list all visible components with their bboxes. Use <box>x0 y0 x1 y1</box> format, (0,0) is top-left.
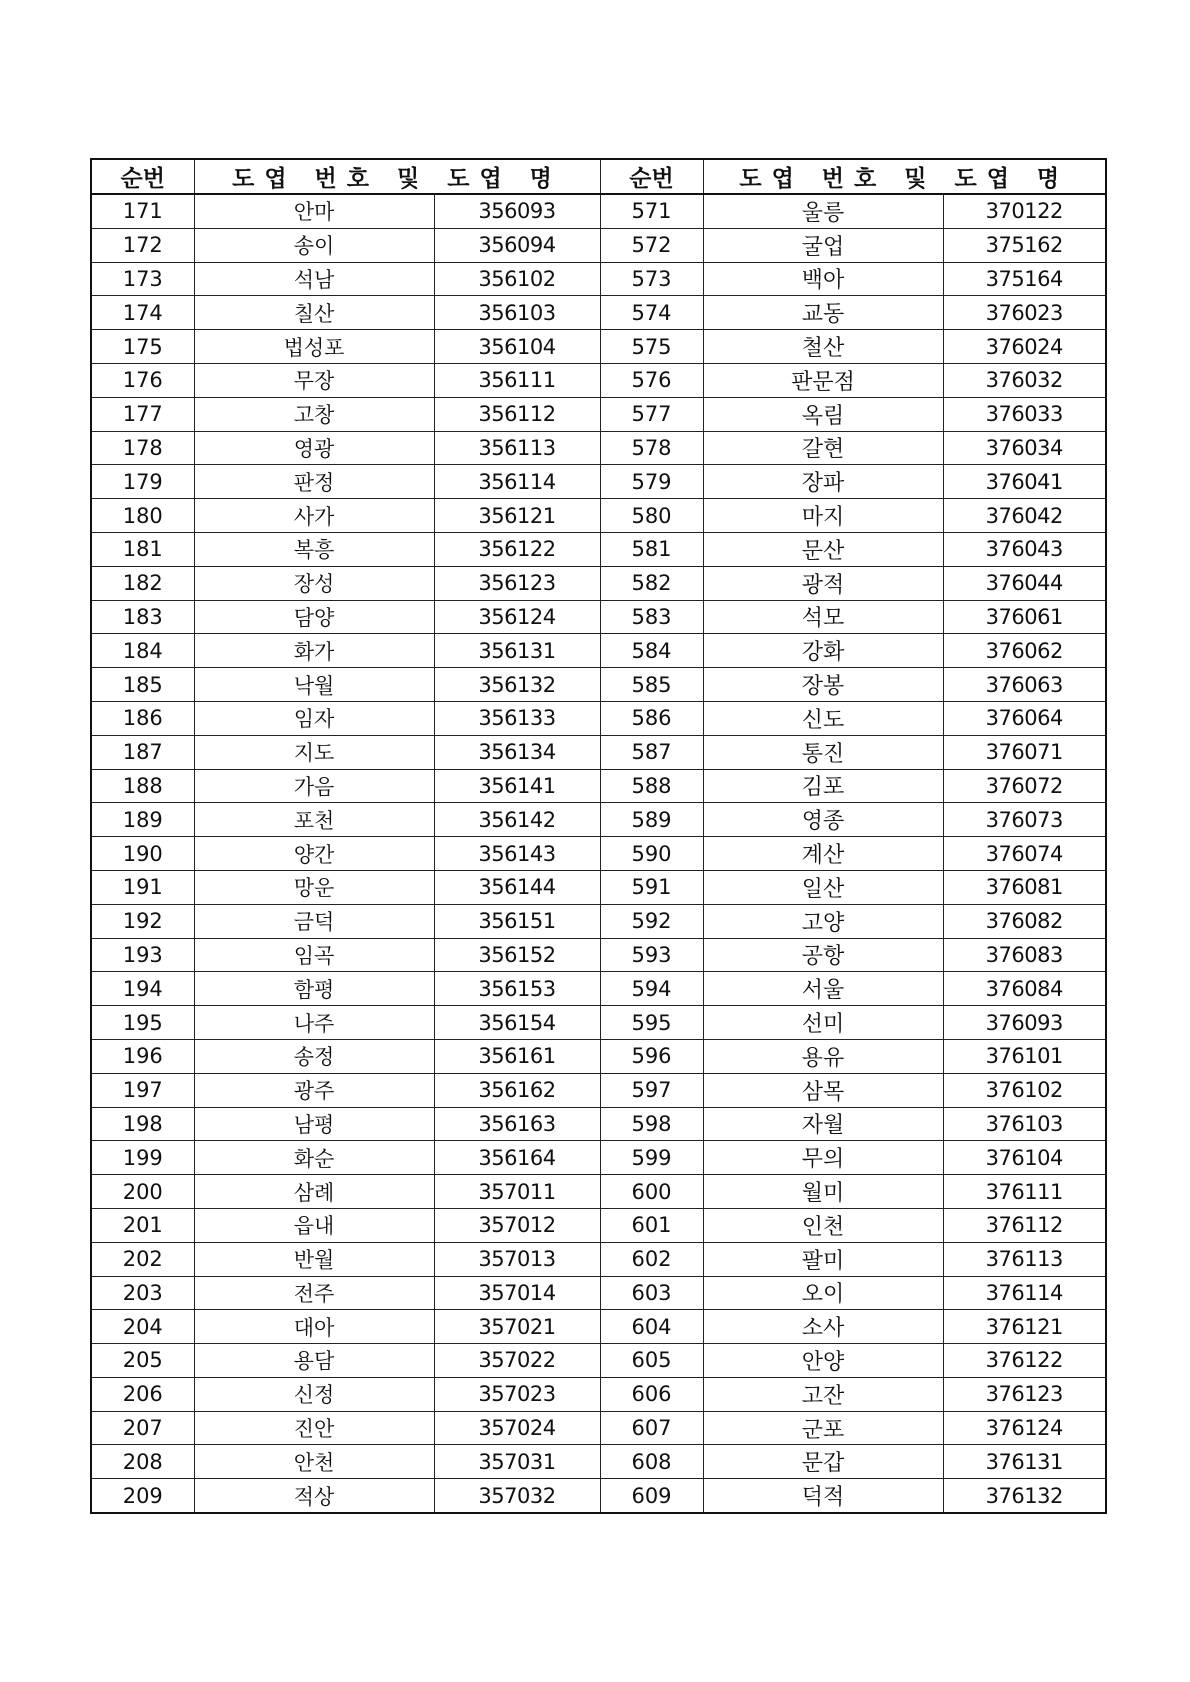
sheet-name-left: 칠산 <box>194 296 434 330</box>
sheet-code-right: 376044 <box>943 566 1106 600</box>
sheet-name-right: 고양 <box>703 904 943 938</box>
sheet-name-left: 함평 <box>194 972 434 1006</box>
seq-left: 197 <box>91 1073 194 1107</box>
sheet-code-left: 357011 <box>434 1175 600 1209</box>
sheet-name-left: 낙월 <box>194 668 434 702</box>
sheet-code-right: 376034 <box>943 431 1106 465</box>
sheet-name-right: 오이 <box>703 1276 943 1310</box>
sheet-name-right: 서울 <box>703 972 943 1006</box>
sheet-code-left: 356153 <box>434 972 600 1006</box>
seq-left: 200 <box>91 1175 194 1209</box>
sheet-name-right: 통진 <box>703 735 943 769</box>
sheet-name-right: 안양 <box>703 1344 943 1378</box>
table-row <box>91 938 1106 972</box>
sheet-code-right: 376104 <box>943 1141 1106 1175</box>
sheet-code-right: 376061 <box>943 600 1106 634</box>
sheet-code-left: 356104 <box>434 330 600 364</box>
seq-left: 173 <box>91 262 194 296</box>
table-row <box>91 668 1106 702</box>
sheet-name-right: 판문점 <box>703 363 943 397</box>
sheet-code-right: 376083 <box>943 938 1106 972</box>
table-row <box>91 1479 1106 1513</box>
sheet-name-left: 전주 <box>194 1276 434 1310</box>
seq-left: 177 <box>91 397 194 431</box>
seq-left: 207 <box>91 1411 194 1445</box>
seq-left: 188 <box>91 769 194 803</box>
sheet-code-right: 375162 <box>943 228 1106 262</box>
table-row <box>91 1276 1106 1310</box>
sheet-code-right: 376093 <box>943 1006 1106 1040</box>
sheet-name-left: 포천 <box>194 803 434 837</box>
sheet-code-left: 356141 <box>434 769 600 803</box>
table-row <box>91 1006 1106 1040</box>
sheet-code-left: 356112 <box>434 397 600 431</box>
sheet-code-right: 376132 <box>943 1479 1106 1513</box>
sheet-name-left: 삼례 <box>194 1175 434 1209</box>
sheet-name-left: 반월 <box>194 1242 434 1276</box>
seq-left: 190 <box>91 837 194 871</box>
sheet-code-left: 356133 <box>434 701 600 735</box>
sheet-code-left: 356162 <box>434 1073 600 1107</box>
table-row <box>91 837 1106 871</box>
sheet-code-right: 376081 <box>943 870 1106 904</box>
sheet-name-right: 굴업 <box>703 228 943 262</box>
seq-right: 578 <box>600 431 703 465</box>
table-row <box>91 1208 1106 1242</box>
seq-right: 582 <box>600 566 703 600</box>
table-row <box>91 1039 1106 1073</box>
table-row <box>91 499 1106 533</box>
seq-right: 588 <box>600 769 703 803</box>
table-row <box>91 1344 1106 1378</box>
sheet-name-right: 소사 <box>703 1310 943 1344</box>
sheet-name-left: 화순 <box>194 1141 434 1175</box>
sheet-code-right: 376112 <box>943 1208 1106 1242</box>
sheet-code-right: 376101 <box>943 1039 1106 1073</box>
sheet-code-right: 376024 <box>943 330 1106 364</box>
sheet-code-right: 376114 <box>943 1276 1106 1310</box>
sheet-code-left: 356111 <box>434 363 600 397</box>
seq-left: 182 <box>91 566 194 600</box>
table-row <box>91 735 1106 769</box>
seq-right: 609 <box>600 1479 703 1513</box>
sheet-code-left: 356132 <box>434 668 600 702</box>
seq-left: 208 <box>91 1445 194 1479</box>
table-row <box>91 228 1106 262</box>
sheet-name-right: 문산 <box>703 532 943 566</box>
seq-left: 194 <box>91 972 194 1006</box>
seq-left: 180 <box>91 499 194 533</box>
sheet-code-left: 356124 <box>434 600 600 634</box>
sheet-name-right: 공항 <box>703 938 943 972</box>
table-row <box>91 803 1106 837</box>
seq-left: 192 <box>91 904 194 938</box>
seq-left: 198 <box>91 1107 194 1141</box>
sheet-code-right: 376073 <box>943 803 1106 837</box>
seq-right: 586 <box>600 701 703 735</box>
table-row <box>91 296 1106 330</box>
seq-right: 577 <box>600 397 703 431</box>
sheet-name-right: 백아 <box>703 262 943 296</box>
sheet-name-right: 삼목 <box>703 1073 943 1107</box>
sheet-code-right: 376023 <box>943 296 1106 330</box>
sheet-name-right: 옥림 <box>703 397 943 431</box>
sheet-code-left: 356163 <box>434 1107 600 1141</box>
table-row <box>91 194 1106 228</box>
seq-left: 181 <box>91 532 194 566</box>
sheet-name-left: 판정 <box>194 465 434 499</box>
sheet-name-left: 나주 <box>194 1006 434 1040</box>
sheet-name-left: 용담 <box>194 1344 434 1378</box>
seq-right: 585 <box>600 668 703 702</box>
sheet-code-right: 376071 <box>943 735 1106 769</box>
seq-left: 206 <box>91 1377 194 1411</box>
sheet-code-right: 376111 <box>943 1175 1106 1209</box>
seq-right: 597 <box>600 1073 703 1107</box>
sheet-code-left: 356094 <box>434 228 600 262</box>
sheet-name-right: 장봉 <box>703 668 943 702</box>
sheet-name-right: 광적 <box>703 566 943 600</box>
sheet-code-right: 376121 <box>943 1310 1106 1344</box>
seq-right: 598 <box>600 1107 703 1141</box>
sheet-code-left: 357031 <box>434 1445 600 1479</box>
seq-left: 176 <box>91 363 194 397</box>
seq-header-left: 순번 <box>91 159 194 194</box>
table-row <box>91 1175 1106 1209</box>
seq-left: 193 <box>91 938 194 972</box>
seq-left: 189 <box>91 803 194 837</box>
sheet-code-right: 376122 <box>943 1344 1106 1378</box>
seq-left: 185 <box>91 668 194 702</box>
seq-left: 172 <box>91 228 194 262</box>
seq-right: 573 <box>600 262 703 296</box>
sheet-code-left: 356143 <box>434 837 600 871</box>
table-row <box>91 431 1106 465</box>
seq-right: 602 <box>600 1242 703 1276</box>
table-row <box>91 330 1106 364</box>
table-row <box>91 1073 1106 1107</box>
table-row <box>91 904 1106 938</box>
sheet-name-right: 강화 <box>703 634 943 668</box>
seq-left: 205 <box>91 1344 194 1378</box>
table-row <box>91 566 1106 600</box>
seq-right: 595 <box>600 1006 703 1040</box>
sheet-code-left: 357022 <box>434 1344 600 1378</box>
table-row <box>91 1377 1106 1411</box>
seq-right: 607 <box>600 1411 703 1445</box>
table-row <box>91 1141 1106 1175</box>
sheet-code-right: 376131 <box>943 1445 1106 1479</box>
sheet-name-left: 망운 <box>194 870 434 904</box>
table-row <box>91 363 1106 397</box>
sheet-name-left: 화가 <box>194 634 434 668</box>
seq-right: 591 <box>600 870 703 904</box>
sheet-code-right: 376072 <box>943 769 1106 803</box>
sheet-code-left: 357021 <box>434 1310 600 1344</box>
sheet-name-left: 읍내 <box>194 1208 434 1242</box>
seq-right: 600 <box>600 1175 703 1209</box>
seq-right: 587 <box>600 735 703 769</box>
seq-right: 581 <box>600 532 703 566</box>
sheet-name-left: 진안 <box>194 1411 434 1445</box>
sheet-title-header-right: 도엽 번호 및 도엽 명 <box>703 159 1106 194</box>
sheet-code-left: 356134 <box>434 735 600 769</box>
sheet-name-left: 임곡 <box>194 938 434 972</box>
sheet-code-left: 356102 <box>434 262 600 296</box>
seq-right: 584 <box>600 634 703 668</box>
sheet-code-right: 370122 <box>943 194 1106 228</box>
sheet-name-left: 가음 <box>194 769 434 803</box>
sheet-name-right: 용유 <box>703 1039 943 1073</box>
sheet-code-right: 376103 <box>943 1107 1106 1141</box>
sheet-name-right: 선미 <box>703 1006 943 1040</box>
sheet-name-left: 안마 <box>194 194 434 228</box>
seq-left: 183 <box>91 600 194 634</box>
seq-left: 186 <box>91 701 194 735</box>
seq-right: 608 <box>600 1445 703 1479</box>
sheet-code-left: 356154 <box>434 1006 600 1040</box>
sheet-code-right: 376123 <box>943 1377 1106 1411</box>
table-row <box>91 1107 1106 1141</box>
sheet-name-left: 금덕 <box>194 904 434 938</box>
seq-right: 580 <box>600 499 703 533</box>
sheet-name-left: 영광 <box>194 431 434 465</box>
sheet-code-right: 376084 <box>943 972 1106 1006</box>
sheet-name-left: 송정 <box>194 1039 434 1073</box>
sheet-name-left: 담양 <box>194 600 434 634</box>
sheet-name-left: 무장 <box>194 363 434 397</box>
sheet-name-left: 지도 <box>194 735 434 769</box>
seq-left: 184 <box>91 634 194 668</box>
seq-right: 593 <box>600 938 703 972</box>
seq-left: 201 <box>91 1208 194 1242</box>
table-row <box>91 769 1106 803</box>
sheet-code-right: 376102 <box>943 1073 1106 1107</box>
seq-left: 195 <box>91 1006 194 1040</box>
table-row <box>91 634 1106 668</box>
map-sheet-table <box>90 158 1107 1514</box>
seq-right: 604 <box>600 1310 703 1344</box>
sheet-code-right: 376033 <box>943 397 1106 431</box>
sheet-name-right: 철산 <box>703 330 943 364</box>
sheet-code-right: 375164 <box>943 262 1106 296</box>
sheet-code-left: 357012 <box>434 1208 600 1242</box>
seq-header-right: 순번 <box>600 159 703 194</box>
sheet-code-left: 356144 <box>434 870 600 904</box>
sheet-name-right: 문갑 <box>703 1445 943 1479</box>
seq-right: 590 <box>600 837 703 871</box>
sheet-code-right: 376043 <box>943 532 1106 566</box>
sheet-code-right: 376041 <box>943 465 1106 499</box>
seq-left: 191 <box>91 870 194 904</box>
sheet-name-right: 무의 <box>703 1141 943 1175</box>
sheet-code-left: 356151 <box>434 904 600 938</box>
seq-right: 583 <box>600 600 703 634</box>
seq-right: 574 <box>600 296 703 330</box>
sheet-code-left: 356113 <box>434 431 600 465</box>
sheet-code-left: 357023 <box>434 1377 600 1411</box>
sheet-name-right: 자월 <box>703 1107 943 1141</box>
sheet-code-left: 357032 <box>434 1479 600 1513</box>
seq-left: 199 <box>91 1141 194 1175</box>
sheet-code-left: 356142 <box>434 803 600 837</box>
sheet-code-right: 376064 <box>943 701 1106 735</box>
sheet-code-right: 376063 <box>943 668 1106 702</box>
sheet-code-left: 356122 <box>434 532 600 566</box>
sheet-code-left: 356164 <box>434 1141 600 1175</box>
sheet-name-right: 마지 <box>703 499 943 533</box>
seq-right: 576 <box>600 363 703 397</box>
sheet-name-right: 고잔 <box>703 1377 943 1411</box>
sheet-code-left: 357024 <box>434 1411 600 1445</box>
sheet-name-left: 고창 <box>194 397 434 431</box>
sheet-name-right: 계산 <box>703 837 943 871</box>
seq-right: 599 <box>600 1141 703 1175</box>
sheet-code-right: 376074 <box>943 837 1106 871</box>
table-row <box>91 1445 1106 1479</box>
seq-right: 575 <box>600 330 703 364</box>
sheet-name-left: 적상 <box>194 1479 434 1513</box>
table-row <box>91 701 1106 735</box>
seq-left: 204 <box>91 1310 194 1344</box>
seq-left: 178 <box>91 431 194 465</box>
table-row <box>91 1310 1106 1344</box>
table-row <box>91 972 1106 1006</box>
sheet-name-left: 석남 <box>194 262 434 296</box>
sheet-name-right: 갈현 <box>703 431 943 465</box>
sheet-name-left: 대아 <box>194 1310 434 1344</box>
sheet-name-left: 복흥 <box>194 532 434 566</box>
sheet-name-right: 월미 <box>703 1175 943 1209</box>
seq-right: 592 <box>600 904 703 938</box>
sheet-name-right: 교동 <box>703 296 943 330</box>
sheet-name-right: 울릉 <box>703 194 943 228</box>
seq-left: 203 <box>91 1276 194 1310</box>
seq-left: 171 <box>91 194 194 228</box>
sheet-code-right: 376113 <box>943 1242 1106 1276</box>
sheet-code-right: 376032 <box>943 363 1106 397</box>
sheet-name-left: 사가 <box>194 499 434 533</box>
sheet-name-left: 양간 <box>194 837 434 871</box>
sheet-code-left: 356121 <box>434 499 600 533</box>
seq-right: 594 <box>600 972 703 1006</box>
sheet-name-left: 남평 <box>194 1107 434 1141</box>
sheet-title-header-left: 도엽 번호 및 도엽 명 <box>194 159 600 194</box>
sheet-code-right: 376042 <box>943 499 1106 533</box>
seq-right: 601 <box>600 1208 703 1242</box>
seq-left: 196 <box>91 1039 194 1073</box>
seq-left: 202 <box>91 1242 194 1276</box>
table-row <box>91 870 1106 904</box>
sheet-name-right: 일산 <box>703 870 943 904</box>
sheet-name-left: 송이 <box>194 228 434 262</box>
header-row <box>91 159 1106 194</box>
sheet-name-right: 석모 <box>703 600 943 634</box>
table-row <box>91 262 1106 296</box>
table-row <box>91 600 1106 634</box>
table-row <box>91 465 1106 499</box>
table-row <box>91 397 1106 431</box>
sheet-code-left: 356093 <box>434 194 600 228</box>
sheet-name-left: 신정 <box>194 1377 434 1411</box>
sheet-code-right: 376062 <box>943 634 1106 668</box>
table-row <box>91 1242 1106 1276</box>
sheet-code-left: 357013 <box>434 1242 600 1276</box>
sheet-name-right: 팔미 <box>703 1242 943 1276</box>
sheet-code-left: 356161 <box>434 1039 600 1073</box>
sheet-name-right: 김포 <box>703 769 943 803</box>
sheet-name-right: 영종 <box>703 803 943 837</box>
seq-right: 579 <box>600 465 703 499</box>
sheet-name-left: 안천 <box>194 1445 434 1479</box>
sheet-name-right: 군포 <box>703 1411 943 1445</box>
sheet-name-right: 인천 <box>703 1208 943 1242</box>
sheet-code-left: 356114 <box>434 465 600 499</box>
seq-left: 209 <box>91 1479 194 1513</box>
sheet-code-left: 357014 <box>434 1276 600 1310</box>
seq-right: 572 <box>600 228 703 262</box>
sheet-code-left: 356152 <box>434 938 600 972</box>
sheet-name-left: 광주 <box>194 1073 434 1107</box>
seq-left: 175 <box>91 330 194 364</box>
sheet-name-left: 법성포 <box>194 330 434 364</box>
table-row <box>91 1411 1106 1445</box>
seq-right: 571 <box>600 194 703 228</box>
seq-left: 174 <box>91 296 194 330</box>
sheet-code-left: 356131 <box>434 634 600 668</box>
sheet-code-left: 356103 <box>434 296 600 330</box>
sheet-name-right: 장파 <box>703 465 943 499</box>
sheet-name-right: 신도 <box>703 701 943 735</box>
table-row <box>91 532 1106 566</box>
seq-right: 606 <box>600 1377 703 1411</box>
sheet-name-right: 덕적 <box>703 1479 943 1513</box>
seq-left: 179 <box>91 465 194 499</box>
sheet-name-left: 임자 <box>194 701 434 735</box>
seq-right: 596 <box>600 1039 703 1073</box>
sheet-code-right: 376124 <box>943 1411 1106 1445</box>
seq-right: 589 <box>600 803 703 837</box>
sheet-code-right: 376082 <box>943 904 1106 938</box>
sheet-code-left: 356123 <box>434 566 600 600</box>
seq-right: 603 <box>600 1276 703 1310</box>
seq-left: 187 <box>91 735 194 769</box>
sheet-name-left: 장성 <box>194 566 434 600</box>
seq-right: 605 <box>600 1344 703 1378</box>
